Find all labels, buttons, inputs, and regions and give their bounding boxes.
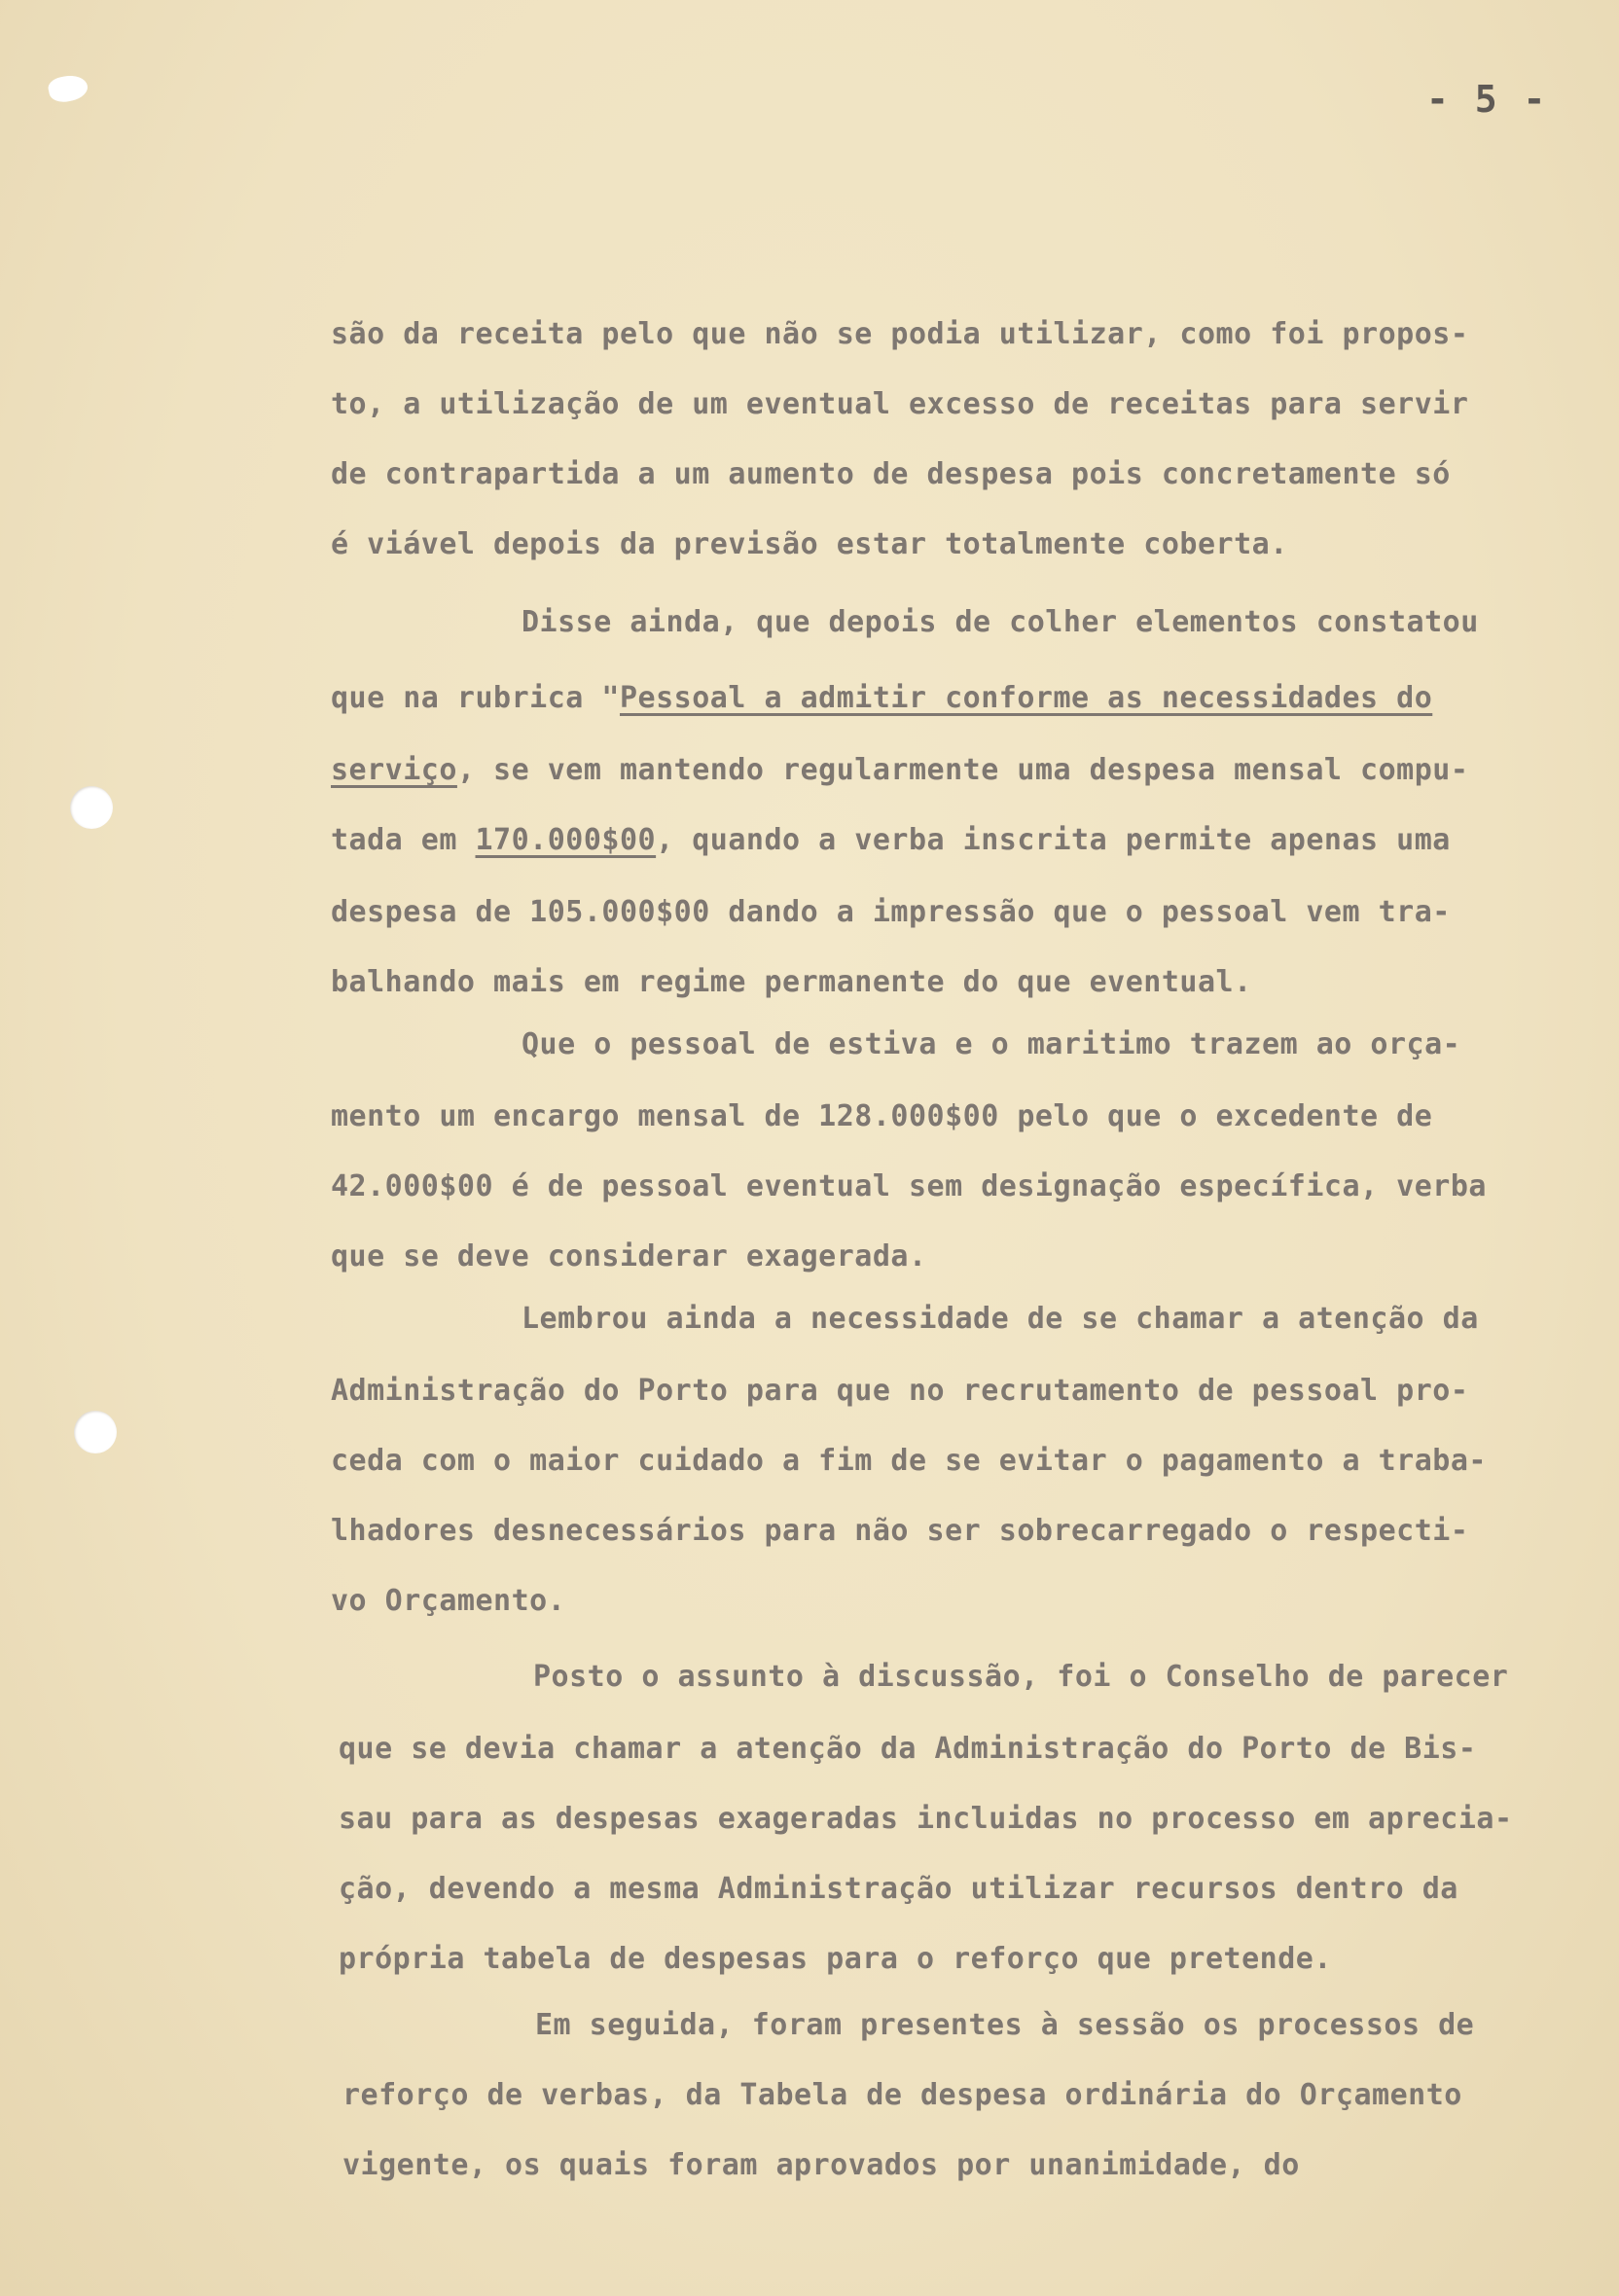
- underlined-amount: 170.000$00: [475, 823, 657, 857]
- text-line: vigente, os quais foram aprovados por unanimidade, do: [342, 2148, 1300, 2182]
- text-line: que se deve considerar exagerada.: [331, 1239, 927, 1274]
- text-line: Disse ainda, que depois de colher elementos constatou: [522, 605, 1479, 639]
- text-line: própria tabela de despesas para o reforço que pretende.: [339, 1942, 1332, 1976]
- text-line: [331, 823, 1451, 857]
- text-line: Em seguida, foram presentes à sessão os processos de: [535, 2008, 1475, 2042]
- text-line: despesa de 105.000$00 dando a impressão que o pessoal vem tra-: [331, 895, 1451, 929]
- text-line: que se devia chamar a atenção da Administração do Porto de Bis-: [339, 1732, 1477, 1766]
- text-line: balhando mais em regime permanente do que eventual.: [331, 965, 1252, 999]
- text-line: mento um encargo mensal de 128.000$00 pelo que o excedente de: [331, 1099, 1433, 1133]
- text-line: Lembrou ainda a necessidade de se chamar a atenção da: [522, 1302, 1479, 1336]
- text-segment: , quando a verba inscrita permite apenas uma: [656, 823, 1451, 857]
- text-line: vo Orçamento.: [331, 1584, 566, 1618]
- text-line: ção, devendo a mesma Administração utilizar recursos dentro da: [339, 1872, 1458, 1906]
- punch-hole-top: [70, 786, 113, 829]
- paper-tear-mark: [47, 72, 90, 105]
- text-segment: tada em: [331, 823, 476, 857]
- text-line: to, a utilização de um eventual excesso de receitas para servir: [331, 387, 1469, 421]
- text-line: são da receita pelo que não se podia utilizar, como foi propos-: [331, 317, 1469, 351]
- text-line: reforço de verbas, da Tabela de despesa ordinária do Orçamento: [342, 2078, 1462, 2112]
- punch-hole-bottom: [74, 1411, 117, 1453]
- text-line: lhadores desnecessários para não ser sobrecarregado o respecti-: [331, 1514, 1469, 1548]
- text-line: é viável depois da previsão estar totalmente coberta.: [331, 527, 1288, 561]
- text-line: sau para as despesas exageradas incluidas no processo em aprecia-: [339, 1802, 1513, 1836]
- text-line: [331, 753, 1468, 787]
- underlined-rubric: Pessoal a admitir conforme as necessidades do: [619, 681, 1433, 715]
- text-line: Que o pessoal de estiva e o maritimo trazem ao orça-: [522, 1027, 1461, 1061]
- underlined-rubric-end: serviço: [331, 753, 457, 787]
- page-number: - 5 -: [1426, 78, 1548, 121]
- text-segment: que na rubrica ": [331, 681, 620, 715]
- text-line: de contrapartida a um aumento de despesa pois concretamente só: [331, 457, 1451, 491]
- text-segment: , se vem mantendo regularmente uma despesa mensal compu-: [456, 753, 1469, 787]
- text-line: Administração do Porto para que no recrutamento de pessoal pro-: [331, 1374, 1469, 1408]
- text-line: Posto o assunto à discussão, foi o Conselho de parecer: [533, 1660, 1509, 1694]
- text-line: [331, 681, 1432, 715]
- text-line: ceda com o maior cuidado a fim de se evitar o pagamento a traba-: [331, 1444, 1487, 1478]
- text-line: 42.000$00 é de pessoal eventual sem designação específica, verba: [331, 1169, 1487, 1203]
